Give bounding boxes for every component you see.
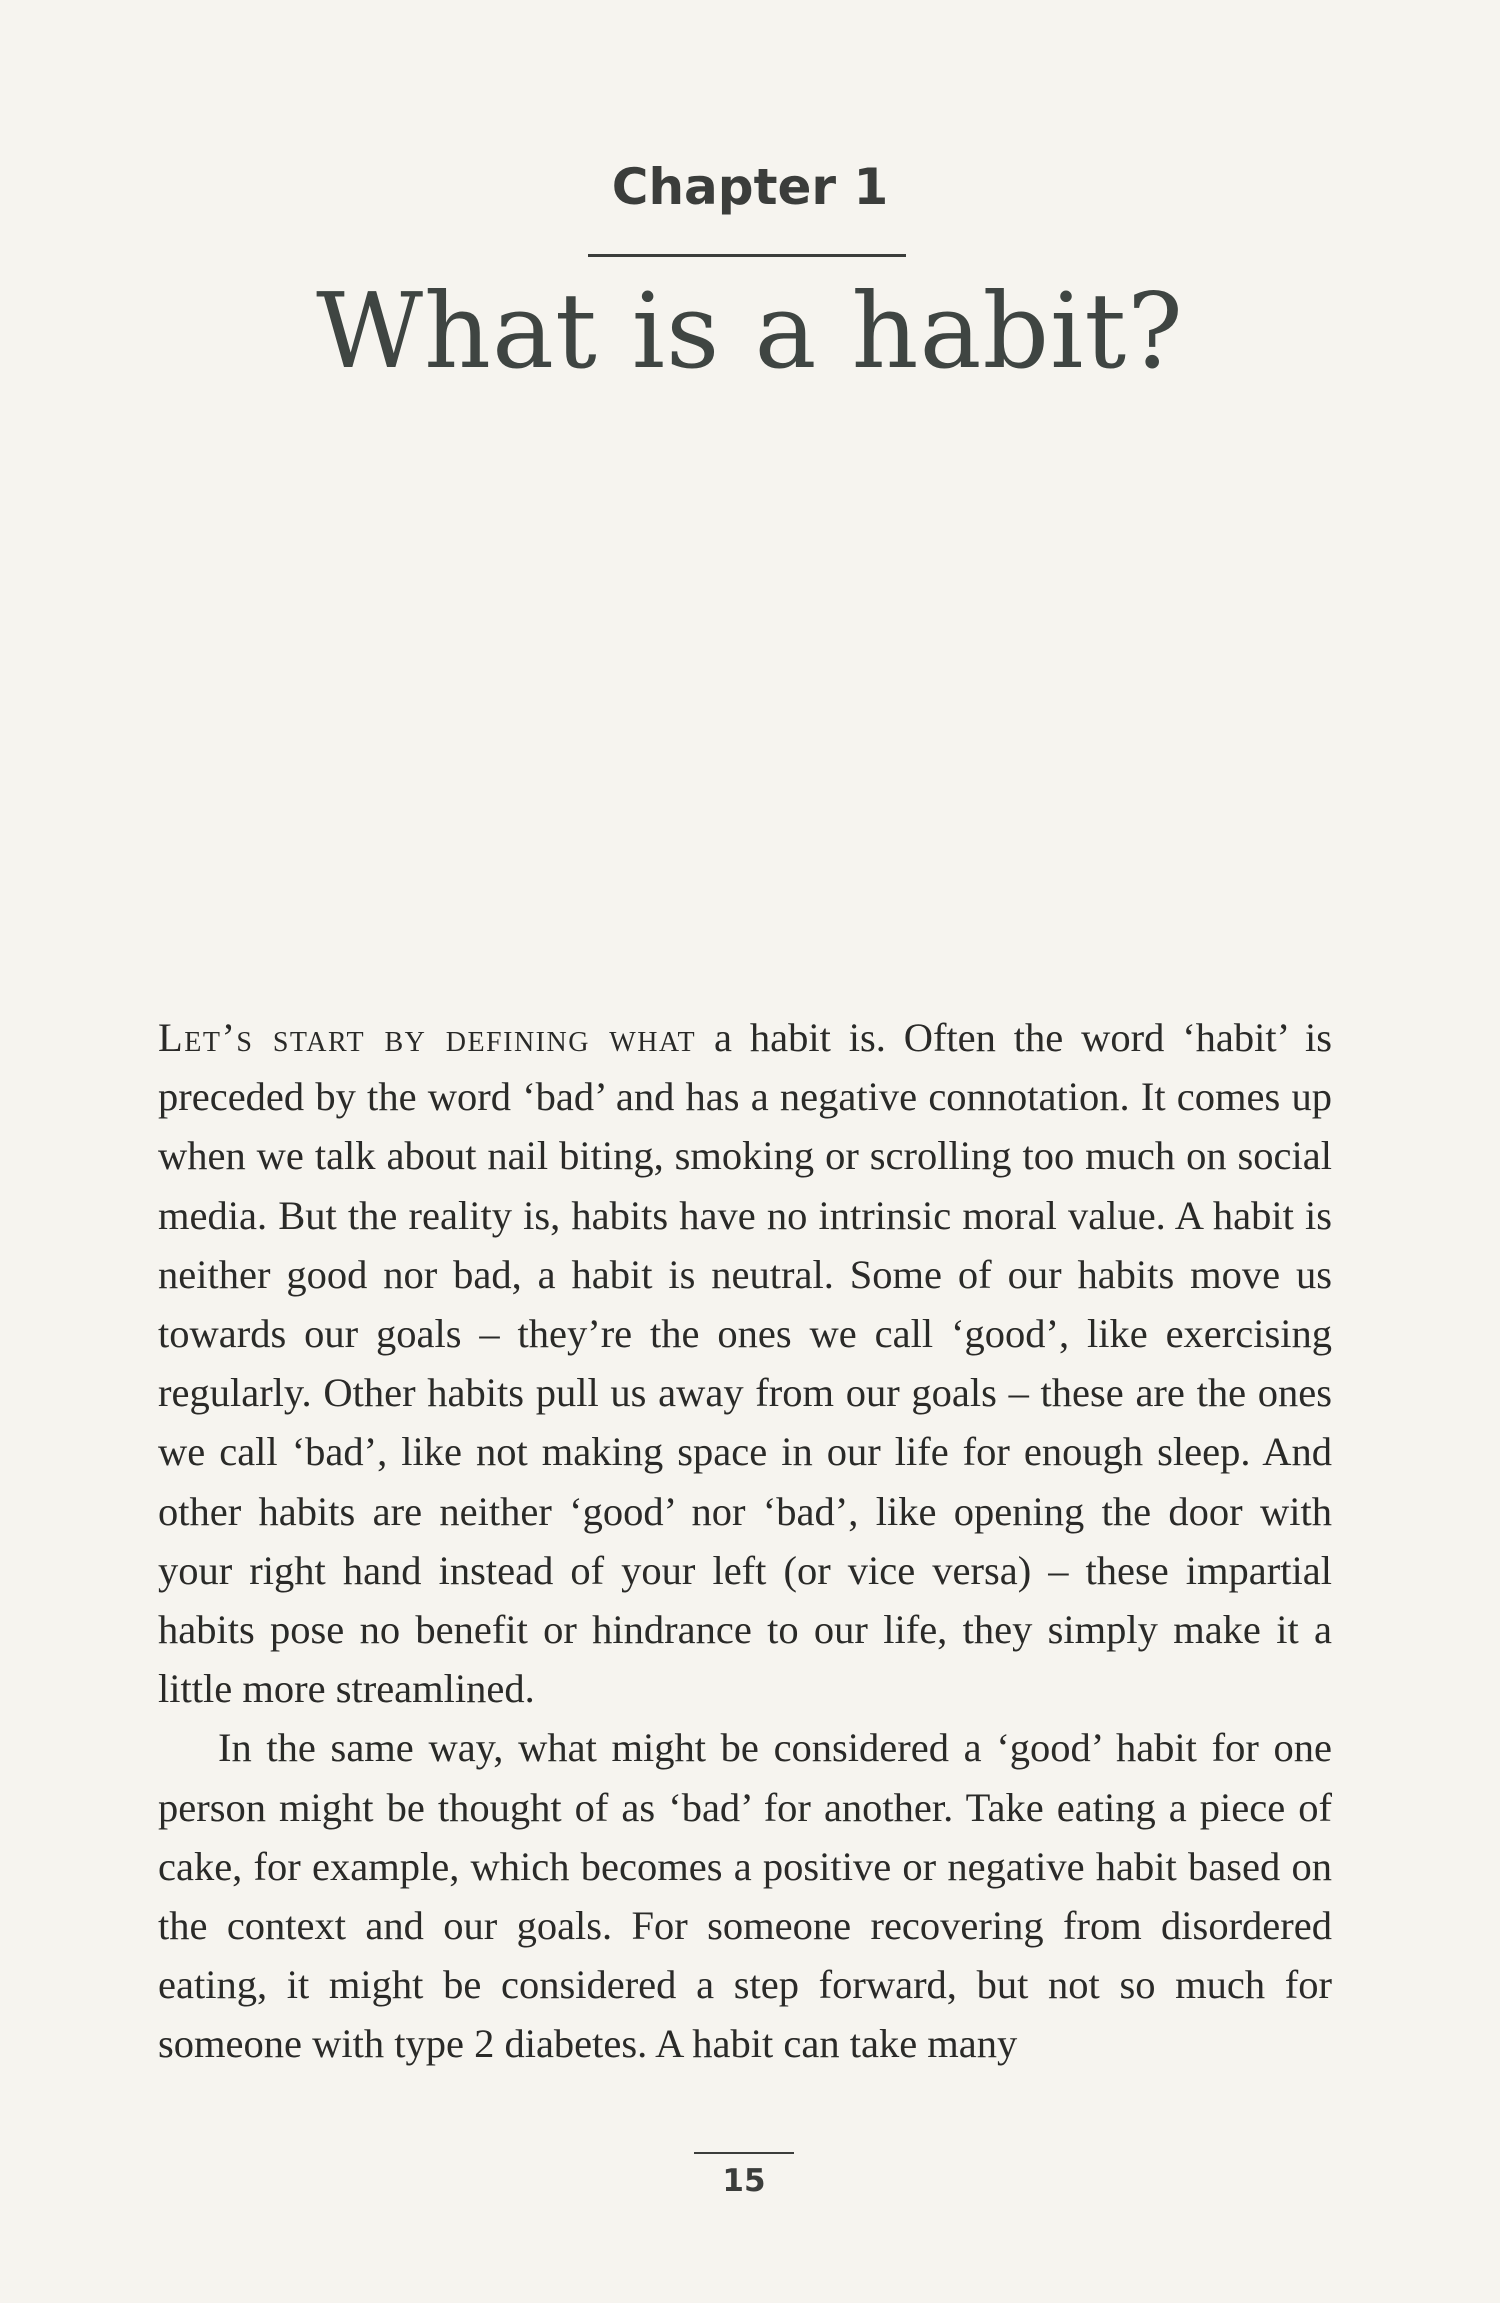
footer-divider [694, 2152, 794, 2154]
paragraph-2: In the same way, what might be considered a ‘good’ habit for one person might be thought of as ‘bad’ for another. Take eating a piece of cake, for example, which becomes a positive or negative habit based on the context and our goals. For someone recovering from disordered eating, it might be considered a step forward, but not so much for someone with type 2 diabetes. A habit can take many [158, 1725, 1332, 2067]
chapter-label: Chapter 1 [611, 158, 889, 216]
title-divider [588, 254, 906, 257]
paragraph-1 [158, 1008, 1332, 1718]
paragraph-1-text: a habit is. Often the word ‘habit’ is preceded by the word ‘bad’ and has a negative connotation. It comes up when we talk about nail biting, smoking or scrolling too much on social media. But the reality is, habits have no intrinsic moral value. A habit is neither good nor bad, a habit is neutral. Some of our habits move us towards our goals – they’re the ones we call ‘good’, like exercising regularly. Other habits pull us away from our goals – these are the ones we call ‘bad’, like not making space in our life for enough sleep. And other habits are neither ‘good’ nor ‘bad’, like opening the door with your right hand instead of your left (or vice versa) – these impartial habits pose no benefit or hindrance to our life, they simply make it a little more streamlined. [158, 1015, 1333, 1712]
page-number: 15 [722, 2163, 766, 2199]
body-text [158, 1008, 1332, 2074]
chapter-title: What is a habit? [316, 270, 1184, 392]
paragraph-lead-in: Let’s start by defining what [158, 1015, 697, 1060]
